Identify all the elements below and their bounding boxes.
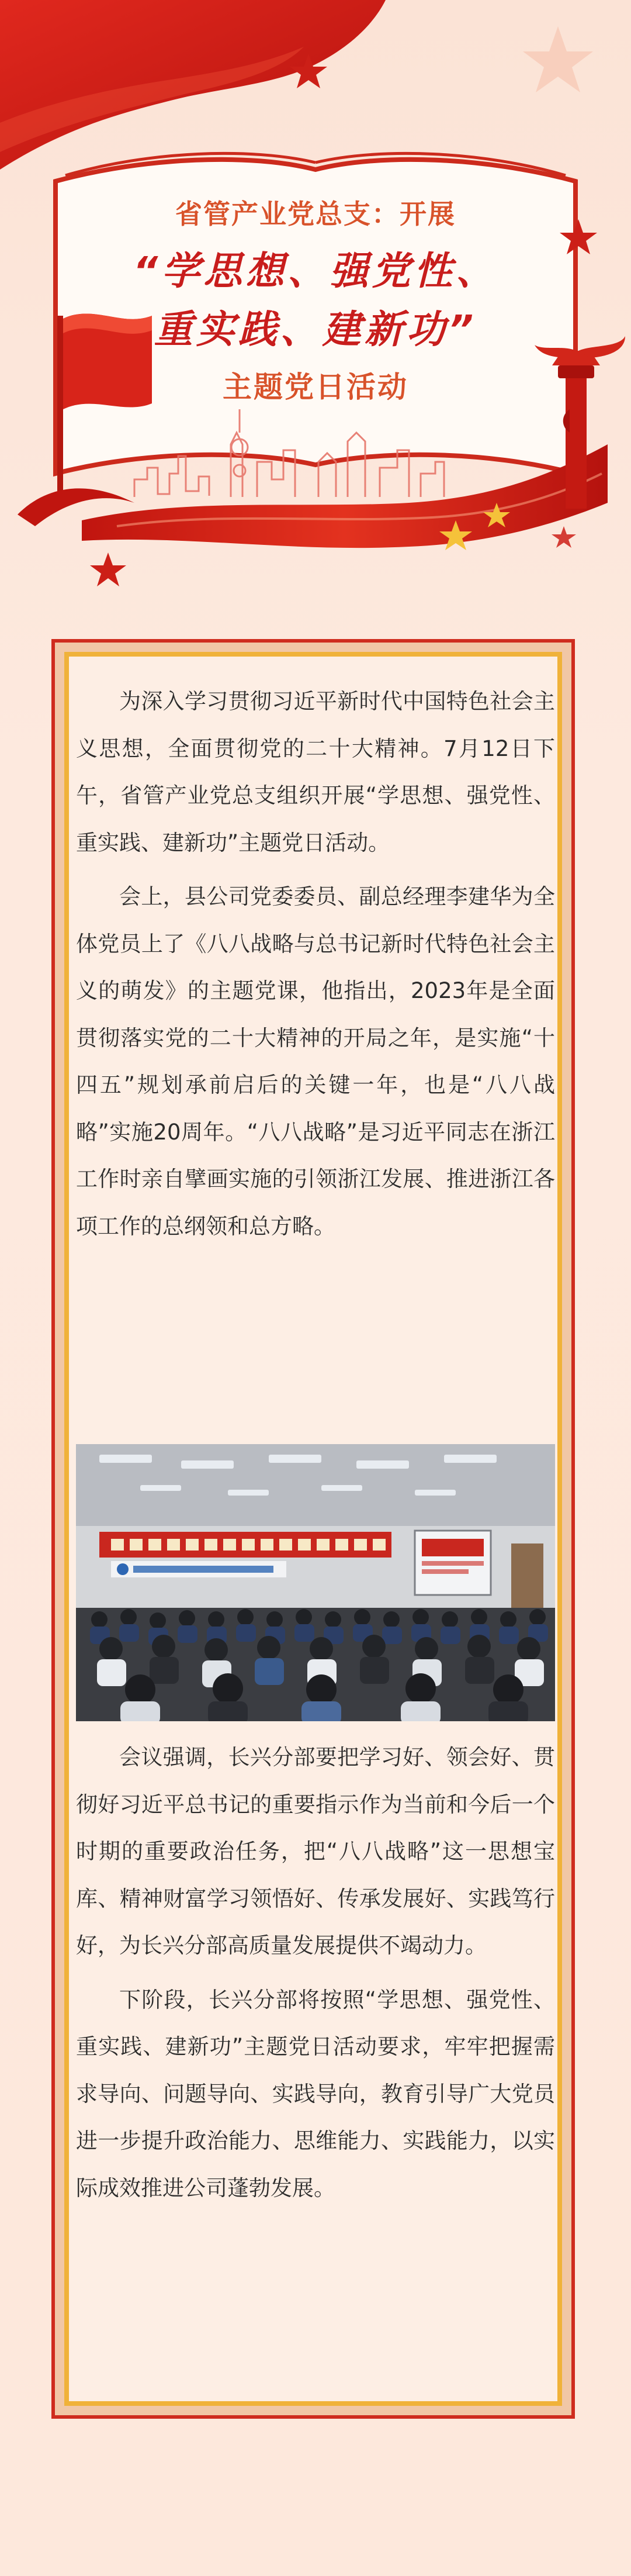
header-main-title-line2: 重实践、建新功”	[154, 307, 477, 352]
article-body-top	[76, 678, 555, 1250]
header-subtitle: 主题党日活动	[223, 370, 408, 404]
header-pretitle: 省管产业党总支：开展	[175, 198, 456, 230]
article-body-bottom	[76, 1734, 555, 2212]
star-icon	[523, 26, 593, 92]
article-paragraph: 下阶段，长兴分部将按照“学思想、强党性、重实践、建新功”主题党日活动要求，牢牢把握需求导向、问题导向、实践导向，教育引导广大党员进一步提升政治能力、思维能力、实践能力，以实际成效推进公司蓬勃发展。	[76, 1987, 555, 2201]
meeting-photo-illustration	[76, 1444, 555, 1721]
star-icon	[552, 526, 576, 548]
star-icon	[90, 553, 126, 586]
header-main-title-line1: “学思想、强党性、	[133, 248, 498, 293]
article-paragraph: 会议强调，长兴分部要把学习好、领会好、贯彻好习近平总书记的重要指示作为当前和今后一个时期的重要政治任务，把“八八战略”这一思想宝库、精神财富学习领悟好、传承发展好、实践笃行好，为长兴分部高质量发展提供不竭动力。	[76, 1745, 555, 1958]
meeting-photo	[76, 1444, 555, 1721]
header-banner	[0, 0, 631, 620]
article-paragraph: 为深入学习贯彻习近平新时代中国特色社会主义思想，全面贯彻党的二十大精神。7月12日下午，省管产业党总支组织开展“学思想、强党性、重实践、建新功”主题党日活动。	[76, 689, 555, 855]
article-paragraph: 会上，县公司党委委员、副总经理李建华为全体党员上了《八八战略与总书记新时代特色社会主义的萌发》的主题党课，他指出，2023年是全面贯彻落实党的二十大精神的开局之年，是实施“十四五”规划承前启后的关键一年，也是“八八战略”实施20周年。“八八战略”是习近平同志在浙江工作时亲自擘画实施的引领浙江发展、推进浙江各项工作的总纲领和总方略。	[76, 884, 555, 1239]
